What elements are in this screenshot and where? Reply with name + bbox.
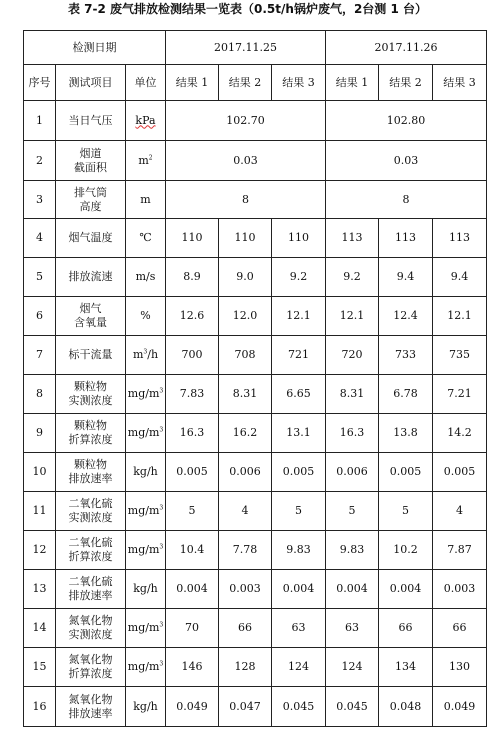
value-cell: 0.004	[326, 570, 379, 609]
unit-superscript: 3	[159, 504, 164, 512]
row-number-cell: 8	[24, 375, 56, 414]
value-cell: 700	[166, 336, 219, 375]
test-item-line: 折算浓度	[68, 433, 113, 446]
table-row	[24, 648, 487, 687]
test-item-line: 标干流量	[68, 348, 113, 361]
value-cell-day2: 8	[326, 181, 487, 219]
value-cell: 12.1	[272, 297, 326, 336]
test-item-cell	[56, 648, 126, 687]
unit-text: mg/m	[127, 621, 160, 634]
value-cell: 6.78	[379, 375, 433, 414]
test-item-line: 实测浓度	[68, 394, 113, 407]
table-row	[24, 297, 487, 336]
value-cell: 0.048	[379, 687, 433, 727]
value-cell: 66	[219, 609, 272, 648]
row-number-cell: 4	[24, 219, 56, 258]
test-item-line: 排放流速	[68, 270, 113, 283]
row-number-cell: 15	[24, 648, 56, 687]
test-item-cell	[56, 570, 126, 609]
unit-text: mg/m	[127, 543, 160, 556]
value-cell: 110	[219, 219, 272, 258]
value-cell: 10.2	[379, 531, 433, 570]
test-item-cell	[56, 531, 126, 570]
unit-header: 单位	[126, 65, 166, 101]
unit-superscript: 3	[159, 543, 164, 551]
value-cell: 721	[272, 336, 326, 375]
row-number-cell: 5	[24, 258, 56, 297]
test-item-line: 二氧化硫	[68, 536, 113, 549]
unit-text: m	[138, 153, 149, 167]
value-cell: 7.78	[219, 531, 272, 570]
unit-text: kPa	[135, 113, 156, 127]
test-item-line: 排放速率	[68, 589, 113, 602]
row-number-cell: 7	[24, 336, 56, 375]
unit-cell	[126, 609, 166, 648]
date-2-cell: 2017.11.26	[326, 31, 487, 65]
row-number-cell: 9	[24, 414, 56, 453]
result-header: 结果 2	[379, 65, 433, 101]
unit-superscript: 3	[159, 387, 164, 395]
test-item-cell	[56, 141, 126, 181]
table-row	[24, 141, 487, 181]
row-number-cell: 10	[24, 453, 56, 492]
unit-text: m	[132, 348, 144, 361]
unit-text: %	[140, 309, 151, 322]
test-item-line: 排气筒	[74, 185, 107, 199]
value-cell: 12.4	[379, 297, 433, 336]
value-cell: 708	[219, 336, 272, 375]
test-item-cell	[56, 297, 126, 336]
value-cell: 4	[219, 492, 272, 531]
value-cell: 0.004	[272, 570, 326, 609]
row-number-cell: 11	[24, 492, 56, 531]
unit-text: ℃	[139, 231, 152, 244]
value-cell: 124	[272, 648, 326, 687]
test-item-line: 颗粒物	[74, 380, 107, 393]
value-cell: 9.0	[219, 258, 272, 297]
value-cell: 4	[433, 492, 487, 531]
result-header: 结果 3	[272, 65, 326, 101]
value-cell: 66	[379, 609, 433, 648]
value-cell: 9.2	[326, 258, 379, 297]
unit-text: kg/h	[133, 465, 158, 478]
unit-superscript: 3	[159, 660, 164, 668]
value-cell: 5	[166, 492, 219, 531]
value-cell: 0.005	[433, 453, 487, 492]
test-item-line: 截面积	[74, 160, 107, 174]
value-cell: 0.003	[219, 570, 272, 609]
test-item-line: 排放速率	[68, 706, 113, 720]
value-cell: 9.4	[433, 258, 487, 297]
emission-results-table	[23, 30, 487, 727]
test-item-line: 含氧量	[74, 316, 107, 329]
value-cell: 0.006	[219, 453, 272, 492]
value-cell: 0.004	[379, 570, 433, 609]
value-cell: 14.2	[433, 414, 487, 453]
unit-cell	[126, 181, 166, 219]
test-item-cell	[56, 181, 126, 219]
test-item-cell	[56, 453, 126, 492]
test-item-cell	[56, 492, 126, 531]
test-item-line: 氮氧化物	[68, 692, 113, 706]
unit-superscript: 3	[159, 621, 164, 629]
unit-cell	[126, 687, 166, 727]
value-cell: 0.004	[166, 570, 219, 609]
value-cell: 13.1	[272, 414, 326, 453]
test-item-cell	[56, 609, 126, 648]
value-cell: 113	[326, 219, 379, 258]
value-cell: 0.005	[166, 453, 219, 492]
row-number-cell: 3	[24, 181, 56, 219]
header-columns-row	[24, 65, 487, 101]
value-cell: 0.006	[326, 453, 379, 492]
test-item-line: 高度	[79, 199, 102, 213]
value-cell: 7.87	[433, 531, 487, 570]
unit-cell	[126, 258, 166, 297]
table-row	[24, 181, 487, 219]
test-item-line: 氮氧化物	[68, 653, 113, 666]
test-item-cell	[56, 375, 126, 414]
test-item-line: 二氧化硫	[68, 497, 113, 510]
date-label-cell: 检测日期	[24, 31, 166, 65]
unit-text: m	[140, 192, 151, 206]
value-cell: 16.3	[166, 414, 219, 453]
value-cell: 0.005	[379, 453, 433, 492]
test-item-cell	[56, 258, 126, 297]
table-row	[24, 101, 487, 141]
value-cell: 5	[379, 492, 433, 531]
item-header: 测试项目	[56, 65, 126, 101]
value-cell: 110	[272, 219, 326, 258]
test-item-line: 烟气温度	[68, 231, 113, 244]
value-cell: 63	[326, 609, 379, 648]
value-cell: 13.8	[379, 414, 433, 453]
value-cell: 5	[326, 492, 379, 531]
table-row	[24, 219, 487, 258]
test-item-line: 颗粒物	[74, 419, 107, 432]
date-1-cell: 2017.11.25	[166, 31, 326, 65]
result-header: 结果 2	[219, 65, 272, 101]
test-item-line: 氮氧化物	[68, 614, 113, 627]
table-row	[24, 258, 487, 297]
value-cell: 12.6	[166, 297, 219, 336]
unit-cell	[126, 492, 166, 531]
value-cell: 0.003	[433, 570, 487, 609]
value-cell: 0.047	[219, 687, 272, 727]
row-number-cell: 2	[24, 141, 56, 181]
test-item-cell	[56, 101, 126, 141]
test-item-line: 颗粒物	[74, 458, 107, 471]
value-cell: 9.2	[272, 258, 326, 297]
result-header: 结果 1	[166, 65, 219, 101]
value-cell: 0.045	[272, 687, 326, 727]
unit-cell	[126, 570, 166, 609]
unit-cell	[126, 453, 166, 492]
value-cell: 8.9	[166, 258, 219, 297]
seq-header: 序号	[24, 65, 56, 101]
unit-cell	[126, 648, 166, 687]
value-cell: 0.045	[326, 687, 379, 727]
test-item-line: 实测浓度	[68, 628, 113, 641]
value-cell: 66	[433, 609, 487, 648]
value-cell: 110	[166, 219, 219, 258]
row-number-cell: 13	[24, 570, 56, 609]
value-cell: 63	[272, 609, 326, 648]
unit-text: mg/m	[127, 660, 160, 673]
test-item-line: 当日气压	[68, 113, 113, 127]
test-item-line: 实测浓度	[68, 511, 113, 524]
unit-superscript: 2	[148, 153, 153, 161]
table-row	[24, 336, 487, 375]
row-number-cell: 14	[24, 609, 56, 648]
header-date-row	[24, 31, 487, 65]
table-row	[24, 453, 487, 492]
result-header: 结果 1	[326, 65, 379, 101]
value-cell: 8.31	[326, 375, 379, 414]
value-cell: 733	[379, 336, 433, 375]
test-item-line: 二氧化硫	[68, 575, 113, 588]
unit-cell	[126, 297, 166, 336]
unit-suffix: /h	[147, 348, 159, 361]
test-item-line: 排放速率	[68, 472, 113, 485]
test-item-cell	[56, 414, 126, 453]
unit-text: mg/m	[127, 426, 160, 439]
row-number-cell: 6	[24, 297, 56, 336]
value-cell: 7.83	[166, 375, 219, 414]
test-item-line: 折算浓度	[68, 667, 113, 680]
test-item-line: 折算浓度	[68, 550, 113, 563]
value-cell-day1: 102.70	[166, 101, 326, 141]
value-cell: 130	[433, 648, 487, 687]
value-cell-day1: 8	[166, 181, 326, 219]
value-cell: 134	[379, 648, 433, 687]
value-cell: 9.83	[326, 531, 379, 570]
unit-cell	[126, 531, 166, 570]
value-cell: 146	[166, 648, 219, 687]
table-row	[24, 375, 487, 414]
unit-cell	[126, 336, 166, 375]
test-item-cell	[56, 219, 126, 258]
value-cell: 12.0	[219, 297, 272, 336]
unit-superscript: 3	[143, 348, 148, 356]
value-cell: 124	[326, 648, 379, 687]
value-cell: 113	[379, 219, 433, 258]
unit-cell	[126, 141, 166, 181]
unit-text: mg/m	[127, 504, 160, 517]
value-cell: 6.65	[272, 375, 326, 414]
value-cell: 5	[272, 492, 326, 531]
table-row	[24, 531, 487, 570]
value-cell: 720	[326, 336, 379, 375]
unit-text: kg/h	[133, 582, 158, 595]
test-item-line: 烟气	[79, 302, 102, 315]
test-item-cell	[56, 336, 126, 375]
unit-superscript: 3	[159, 426, 164, 434]
value-cell-day1: 0.03	[166, 141, 326, 181]
unit-text: mg/m	[127, 387, 160, 400]
value-cell: 12.1	[433, 297, 487, 336]
value-cell: 735	[433, 336, 487, 375]
unit-cell	[126, 414, 166, 453]
table-caption: 表 7-2 废气排放检测结果一览表（0.5t/h锅炉废气，2台测 1 台）	[67, 2, 427, 16]
value-cell: 8.31	[219, 375, 272, 414]
test-item-cell	[56, 687, 126, 727]
unit-text: m/s	[135, 270, 156, 283]
value-cell: 9.4	[379, 258, 433, 297]
value-cell-day2: 0.03	[326, 141, 487, 181]
value-cell-day2: 102.80	[326, 101, 487, 141]
unit-cell	[126, 101, 166, 141]
test-item-line: 烟道	[79, 146, 102, 160]
value-cell: 9.83	[272, 531, 326, 570]
value-cell: 70	[166, 609, 219, 648]
result-header: 结果 3	[433, 65, 487, 101]
unit-cell	[126, 375, 166, 414]
value-cell: 16.3	[326, 414, 379, 453]
value-cell: 16.2	[219, 414, 272, 453]
value-cell: 0.049	[166, 687, 219, 727]
row-number-cell: 12	[24, 531, 56, 570]
table-row	[24, 414, 487, 453]
row-number-cell: 16	[24, 687, 56, 727]
value-cell: 113	[433, 219, 487, 258]
table-row	[24, 687, 487, 727]
row-number-cell: 1	[24, 101, 56, 141]
value-cell: 10.4	[166, 531, 219, 570]
value-cell: 128	[219, 648, 272, 687]
table-row	[24, 570, 487, 609]
value-cell: 0.049	[433, 687, 487, 727]
table-row	[24, 609, 487, 648]
table-row	[24, 492, 487, 531]
value-cell: 0.005	[272, 453, 326, 492]
unit-text: kg/h	[133, 699, 158, 713]
value-cell: 12.1	[326, 297, 379, 336]
unit-cell	[126, 219, 166, 258]
value-cell: 7.21	[433, 375, 487, 414]
